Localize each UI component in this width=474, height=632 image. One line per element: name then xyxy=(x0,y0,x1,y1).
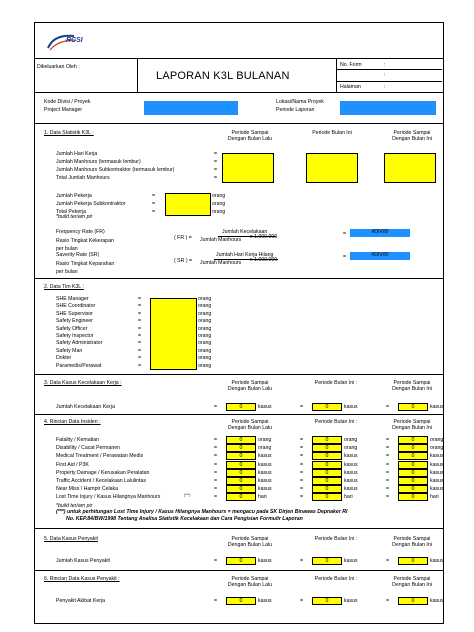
fr-label: Frequency Rate (FR) xyxy=(56,229,105,235)
form-number-label: No. Form xyxy=(340,62,362,68)
section-5-title: 5. Data Kasus Penyakit xyxy=(44,536,98,542)
incident-row-label: Lost Time Injury / Kasus Hilangnya Manhours xyxy=(56,494,161,501)
team-row-label: Dokter xyxy=(56,355,72,362)
stat-row-label: Jumlah Manhours Subkontraktor (termasuk lembur) xyxy=(56,167,175,173)
company-logo: RCSI xyxy=(44,32,90,54)
incident-count-col1[interactable]: 0 xyxy=(226,493,256,501)
incident-count-col1[interactable]: 0 xyxy=(226,469,256,477)
division-code-label: Kode Divisi / Proyek xyxy=(44,99,91,105)
worker-row-label: Jumlah Pekerja Subkontraktor xyxy=(56,201,126,207)
incident-count-col3[interactable]: 0 xyxy=(398,493,428,501)
incident-count-col2[interactable]: 0 xyxy=(312,469,342,477)
page-label: Halaman xyxy=(340,84,361,90)
incident-count-col2[interactable]: 0 xyxy=(312,444,342,452)
worker-row-label: Jumlah Pekerja xyxy=(56,193,92,199)
incident-count-col3[interactable]: 0 xyxy=(398,469,428,477)
disease-count-col1[interactable]: 0 xyxy=(226,557,256,565)
period-label: Periode Laporan xyxy=(276,107,315,113)
accident-count-col2[interactable]: 0 xyxy=(312,403,342,411)
sr-label: Saverity Rate (SR) xyxy=(56,252,100,258)
section-2-title: 2. Data Tim K3L : xyxy=(44,284,84,290)
incident-count-col2[interactable]: 0 xyxy=(312,436,342,444)
occupational-disease-count-col1[interactable]: 0 xyxy=(226,597,256,605)
team-row-label: Safety Administrator xyxy=(56,340,103,347)
incident-row-label: Property Damage / Kerusakan Peralatan xyxy=(56,469,150,476)
team-row-label: Safety Engineer xyxy=(56,318,93,325)
incident-count-col2[interactable]: 0 xyxy=(312,493,342,501)
incident-count-col1[interactable]: 0 xyxy=(226,461,256,469)
sr-result: #DIV/0! xyxy=(350,252,410,260)
section-1-title: 1. Data Statistik K3L : xyxy=(44,130,94,136)
team-row-label: Safety Man xyxy=(56,347,83,354)
incident-row-label: First Aid / P3K xyxy=(56,461,89,468)
incident-count-col3[interactable]: 0 xyxy=(398,444,428,452)
manhours-field-col3[interactable] xyxy=(384,153,436,183)
team-count-field[interactable] xyxy=(150,298,197,370)
page-title: LAPORAN K3L BULANAN xyxy=(156,70,290,82)
occupational-disease-count-col3[interactable]: 0 xyxy=(398,597,428,605)
manhours-field-col1[interactable] xyxy=(222,153,274,183)
section-4-title: 4. Rincian Data Insiden : xyxy=(44,419,101,425)
stat-row-label: Jumlah Manhours (termasuk lembur) xyxy=(56,159,141,165)
worker-count-field[interactable] xyxy=(165,193,211,216)
incident-count-col3[interactable]: 0 xyxy=(398,452,428,460)
period-field[interactable] xyxy=(340,109,436,115)
incident-count-col3[interactable]: 0 xyxy=(398,485,428,493)
disease-count-col3[interactable]: 0 xyxy=(398,557,428,565)
team-row-label: SHE Coordinator xyxy=(56,303,96,310)
incident-count-col1[interactable]: 0 xyxy=(226,485,256,493)
stat-row-label: Total Jumlah Manhours xyxy=(56,175,110,181)
team-row-label: Safety Officer xyxy=(56,325,88,332)
manhours-field-col2[interactable] xyxy=(306,153,358,183)
project-manager-label: Project Manager xyxy=(44,107,83,113)
section-3-title: 3. Data Kasus Kecelakaan Kerja : xyxy=(44,380,122,386)
incident-count-col2[interactable]: 0 xyxy=(312,485,342,493)
project-manager-field[interactable] xyxy=(144,109,238,115)
incident-row-label: Traffic Accident / Kecelakaan Lalulintas xyxy=(56,478,146,484)
location-field[interactable] xyxy=(340,101,436,109)
disease-count-col2[interactable]: 0 xyxy=(312,557,342,565)
team-row-label: SHE Manager xyxy=(56,296,89,302)
occupational-disease-count-col2[interactable]: 0 xyxy=(312,597,342,605)
incident-row-label: Fatality / Kematian xyxy=(56,437,99,443)
incident-count-col2[interactable]: 0 xyxy=(312,461,342,469)
accident-count-col3[interactable]: 0 xyxy=(398,403,428,411)
issued-by-label: Dikeluarkan Oleh : xyxy=(37,64,80,70)
incident-count-col1[interactable]: 0 xyxy=(226,436,256,444)
incident-count-col2[interactable]: 0 xyxy=(312,477,342,485)
incident-count-col3[interactable]: 0 xyxy=(398,436,428,444)
fr-result: #DIV/0! xyxy=(350,229,410,237)
worker-row-label: Total Pekerja xyxy=(56,209,86,215)
incident-row-label: Disability / Cacat Permanen xyxy=(56,445,121,452)
stat-row-label: Jumlah Hari Kerja xyxy=(56,151,98,157)
incident-count-col3[interactable]: 0 xyxy=(398,461,428,469)
section-6-title: 6. Rincian Data Kasus Penyakit : xyxy=(44,576,120,582)
division-code-field[interactable] xyxy=(144,101,238,109)
location-label: Lokasi/Nama Proyek xyxy=(276,99,324,105)
team-row-label: SHE Supervisor xyxy=(56,310,93,317)
incident-count-col2[interactable]: 0 xyxy=(312,452,342,460)
incident-row-label: Medical Treatment / Perawatan Medis xyxy=(56,453,144,460)
incident-count-col1[interactable]: 0 xyxy=(226,444,256,452)
incident-row-label: Near Miss / Hampir Celaka xyxy=(56,486,118,493)
incident-count-col1[interactable]: 0 xyxy=(226,477,256,485)
team-row-label: Safety Inspector xyxy=(56,333,94,339)
incident-count-col3[interactable]: 0 xyxy=(398,477,428,485)
incident-count-col1[interactable]: 0 xyxy=(226,452,256,460)
team-row-label: Paramedis/Perawat xyxy=(56,362,102,369)
accident-count-col1[interactable]: 0 xyxy=(226,403,256,411)
